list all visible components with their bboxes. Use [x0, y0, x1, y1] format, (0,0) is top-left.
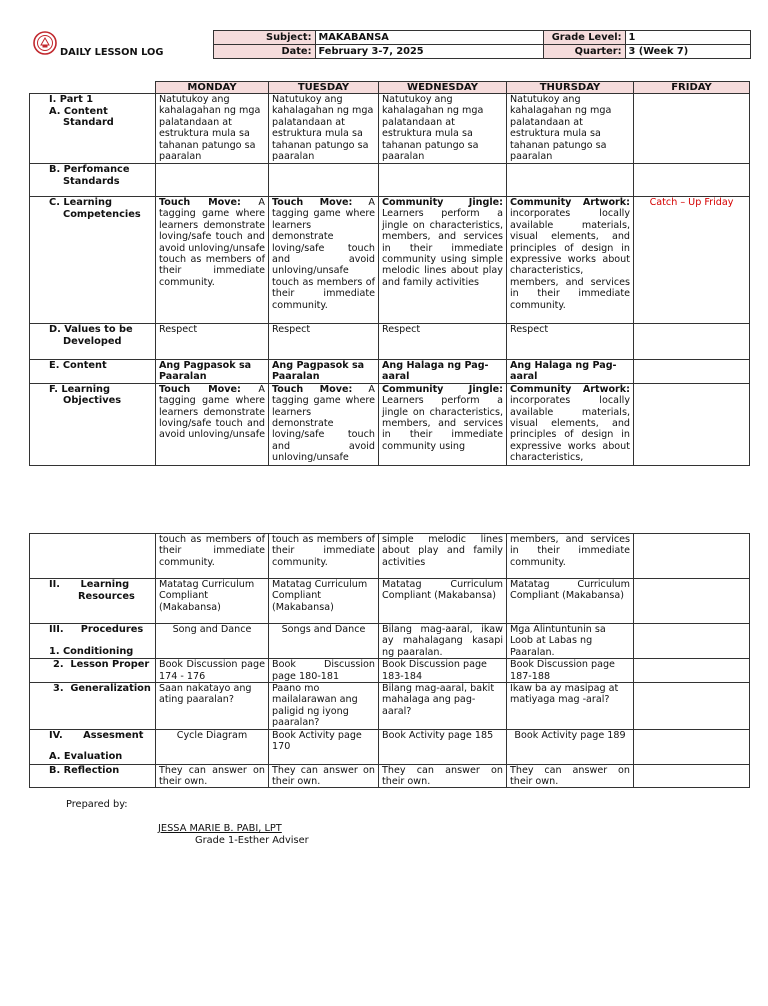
cell-tuesday: Ang Pagpasok sa Paaralan — [269, 360, 379, 384]
cell-wednesday: Community Jingle: Learners perform a jingle on characteristics, members, and services in their immediate community using — [379, 383, 507, 465]
performance-standards-row — [30, 164, 750, 197]
cell-tuesday: Touch Move: A tagging game where learners demonstrate loving/safe touch and avoid unloving/unsafe — [269, 383, 379, 465]
learning-competencies-row — [30, 197, 750, 324]
lesson-log-table-continued — [29, 533, 750, 788]
cell-thursday: Matatag Curriculum Compliant (Makabansa) — [507, 579, 634, 624]
reflection-label: B. Reflection — [30, 764, 156, 788]
day-header-thursday: THURSDAY — [507, 82, 634, 94]
day-header-friday: FRIDAY — [634, 82, 750, 94]
performance-standards-label: B. Perfomance Standards — [30, 164, 156, 197]
learning-competencies-label: C. Learning Competencies — [30, 197, 156, 324]
learning-objectives-row — [30, 383, 750, 465]
cell-friday — [634, 534, 750, 579]
cell-monday: They can answer on their own. — [156, 764, 269, 788]
cell-wednesday: Matatag Curriculum Compliant (Makabansa) — [379, 579, 507, 624]
cell-thursday: Book Activity page 189 — [507, 729, 634, 764]
cell-wednesday — [379, 164, 507, 197]
cell-wednesday: Book Activity page 185 — [379, 729, 507, 764]
cell-thursday: Respect — [507, 324, 634, 360]
cell-friday — [634, 683, 750, 730]
procedures-label: III. Procedures 1. Conditioning — [30, 624, 156, 659]
cell-monday: Cycle Diagram — [156, 729, 269, 764]
cell-tuesday: Book Discussion page 180-181 — [269, 659, 379, 683]
values-label: D. Values to be Developed — [30, 324, 156, 360]
generalization-row — [30, 683, 750, 730]
document-title: DAILY LESSON LOG — [60, 46, 164, 58]
cell-wednesday: simple melodic lines about play and family activities — [379, 534, 507, 579]
cell-wednesday: Bilang mag-aaral, bakit mahalaga ang pag-aaral? — [379, 683, 507, 730]
lesson-proper-row — [30, 659, 750, 683]
learning-objectives-continued-row — [30, 534, 750, 579]
cell-monday: touch as members of their immediate community. — [156, 534, 269, 579]
cell-wednesday: Ang Halaga ng Pag-aaral — [379, 360, 507, 384]
cell-wednesday: Respect — [379, 324, 507, 360]
subject-label: Subject: — [213, 31, 315, 45]
cell-tuesday: Touch Move: A tagging game where learners demonstrate loving/safe touch and avoid unloving/unsafe touch as members of their immediate community. — [269, 197, 379, 324]
cell-friday — [634, 659, 750, 683]
cell-monday: Saan nakatayo ang ating paaralan? — [156, 683, 269, 730]
assessment-label: IV. Assesment A. Evaluation — [30, 729, 156, 764]
cell-wednesday: Natutukoy ang kahalagahan ng mga palatandaan at estruktura mula sa tahanan patungo sa paaralan — [379, 94, 507, 164]
cell-friday — [634, 360, 750, 384]
date-value: February 3-7, 2025 — [315, 45, 543, 59]
reflection-row — [30, 764, 750, 788]
cell-monday: Matatag Curriculum Compliant (Makabansa) — [156, 579, 269, 624]
cell-tuesday — [269, 164, 379, 197]
cell-thursday — [507, 164, 634, 197]
cell-wednesday: Bilang mag-aaral, ikaw ay mahalagang kasapi ng paaralan. — [379, 624, 507, 659]
values-row — [30, 324, 750, 360]
lesson-log-table — [29, 81, 750, 466]
conditioning-row — [30, 624, 750, 659]
cell-monday: Ang Pagpasok sa Paaralan — [156, 360, 269, 384]
cell-friday — [634, 729, 750, 764]
cell-thursday: members, and services in their immediate community. — [507, 534, 634, 579]
catch-up-friday-note: Catch – Up Friday — [634, 197, 750, 324]
content-row — [30, 360, 750, 384]
cell-monday: Respect — [156, 324, 269, 360]
cell-monday: Natutukoy ang kahalagahan ng mga palatandaan at estruktura mula sa tahanan patungo sa paaralan — [156, 94, 269, 164]
cell-thursday: Natutukoy ang kahalagahan ng mga palatandaan at estruktura mula sa tahanan patungo sa paaralan — [507, 94, 634, 164]
cell-tuesday: Paano mo mailalarawan ang paligid ng iyong paaralan? — [269, 683, 379, 730]
cell-thursday: Ikaw ba ay masipag at matiyaga mag -aral? — [507, 683, 634, 730]
cell-friday — [634, 383, 750, 465]
lesson-proper-label: 2. Lesson Proper — [30, 659, 156, 683]
learning-resources-label: II. Learning Resources — [30, 579, 156, 624]
cell-friday — [634, 624, 750, 659]
header-table — [29, 30, 751, 59]
cell-monday: Book Discussion page 174 - 176 — [156, 659, 269, 683]
content-standard-row — [30, 94, 750, 164]
cell-tuesday: Songs and Dance — [269, 624, 379, 659]
cell-tuesday: They can answer on their own. — [269, 764, 379, 788]
cell-wednesday: Community Jingle: Learners perform a jingle on characteristics, members, and services in their immediate community using simple melodic lines about play and family activities — [379, 197, 507, 324]
cell-monday — [156, 164, 269, 197]
cell-friday — [634, 579, 750, 624]
day-header-monday: MONDAY — [156, 82, 269, 94]
date-label: Date: — [213, 45, 315, 59]
cell-tuesday: Matatag Curriculum Compliant (Makabansa) — [269, 579, 379, 624]
learning-objectives-label: F. Learning Objectives — [30, 383, 156, 465]
subject-value: MAKABANSA — [315, 31, 543, 45]
cell-thursday: They can answer on their own. — [507, 764, 634, 788]
grade-level-value: 1 — [625, 31, 750, 45]
day-header-wednesday: WEDNESDAY — [379, 82, 507, 94]
prepared-by-label: Prepared by: — [66, 799, 128, 810]
cell-monday: Touch Move: A tagging game where learners demonstrate loving/safe touch and avoid unloving/unsafe — [156, 383, 269, 465]
cell-tuesday: Respect — [269, 324, 379, 360]
cell-thursday: Community Artwork: incorporates locally available materials, visual elements, and principles of design in expressive works about characteristics, — [507, 383, 634, 465]
cell-tuesday: Natutukoy ang kahalagahan ng mga palatandaan at estruktura mula sa tahanan patungo sa paaralan — [269, 94, 379, 164]
cell-monday: Touch Move: A tagging game where learners demonstrate loving/safe touch and avoid unloving/unsafe touch as members of their immediate community. — [156, 197, 269, 324]
generalization-label: 3. Generalization — [30, 683, 156, 730]
cell-wednesday: They can answer on their own. — [379, 764, 507, 788]
quarter-value: 3 (Week 7) — [625, 45, 750, 59]
cell-thursday: Mga Alintuntunin sa Loob at Labas ng Paaralan. — [507, 624, 634, 659]
content-label: E. Content — [30, 360, 156, 384]
day-header-row — [30, 82, 750, 94]
cell-thursday: Community Artwork: incorporates locally available materials, visual elements, and principles of design in expressive works about characteristics, members, and services in their immediate community. — [507, 197, 634, 324]
cell-thursday: Book Discussion page 187-188 — [507, 659, 634, 683]
quarter-label: Quarter: — [543, 45, 625, 59]
cell-friday — [634, 764, 750, 788]
cell-tuesday: Book Activity page 170 — [269, 729, 379, 764]
cell-friday — [634, 164, 750, 197]
cell-thursday: Ang Halaga ng Pag-aaral — [507, 360, 634, 384]
cell-friday — [634, 94, 750, 164]
grade-level-label: Grade Level: — [543, 31, 625, 45]
empty-label-cell — [30, 534, 156, 579]
cell-friday — [634, 324, 750, 360]
preparer-position: Grade 1-Esther Adviser — [195, 835, 309, 846]
cell-monday: Song and Dance — [156, 624, 269, 659]
preparer-name: JESSA MARIE B. PABI, LPT — [158, 823, 282, 834]
cell-tuesday: touch as members of their immediate community. — [269, 534, 379, 579]
evaluation-row — [30, 729, 750, 764]
cell-wednesday: Book Discussion page 183-184 — [379, 659, 507, 683]
content-standard-label: I. Part 1 A. Content Standard — [30, 94, 156, 164]
day-header-tuesday: TUESDAY — [269, 82, 379, 94]
learning-resources-row — [30, 579, 750, 624]
